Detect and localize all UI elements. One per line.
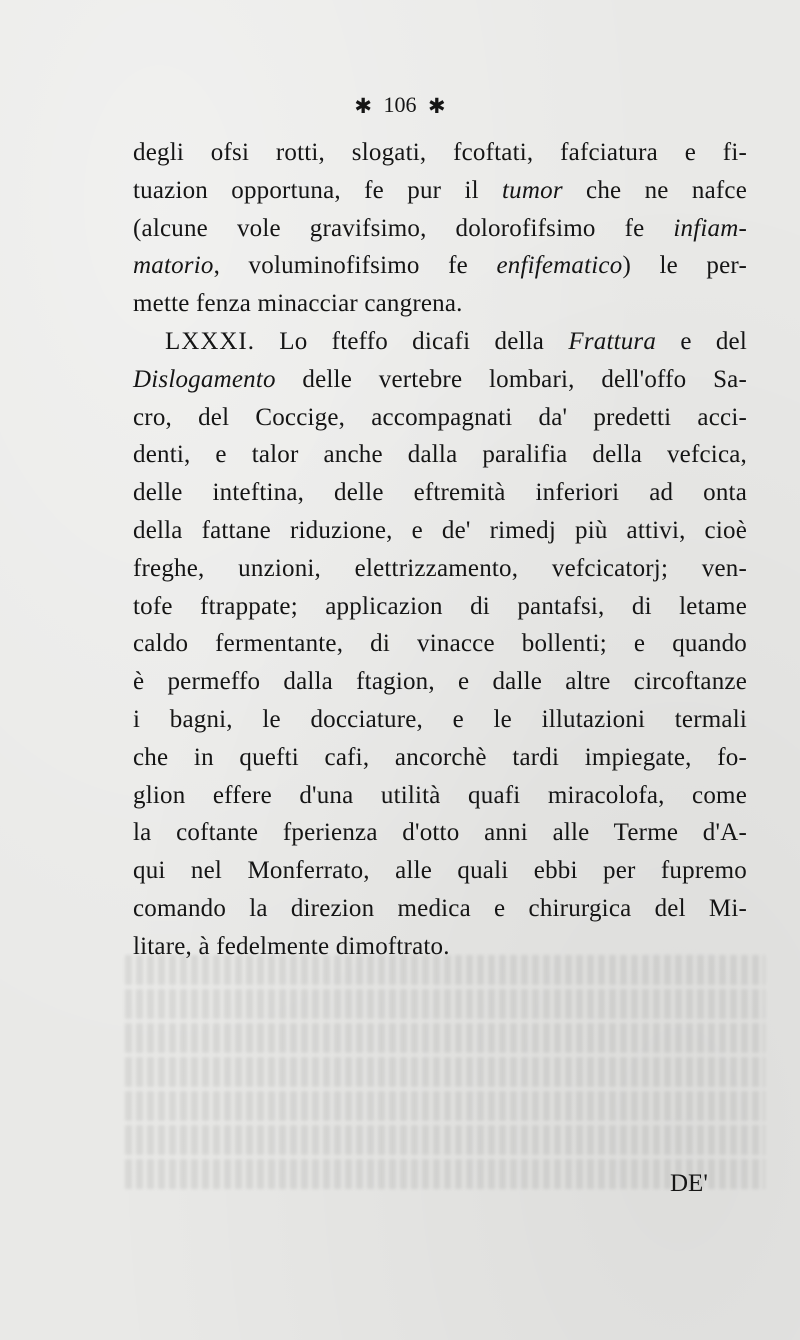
- text-segment: mette fenza minacciar cangrena.: [133, 290, 463, 318]
- text-line: [133, 663, 747, 701]
- text-segment: denti, e talor anche dalla paralifia della vefcica,: [133, 441, 747, 469]
- text-line: [133, 134, 747, 172]
- text-segment: glion effere d'una utilità quafi miracolofa, come: [133, 781, 747, 809]
- text-line: [133, 512, 747, 550]
- text-line: [133, 777, 747, 815]
- text-segment: delle inteftina, delle eftremità inferiori ad onta: [133, 479, 747, 507]
- text-segment: caldo fermentante, di vinacce bollenti; e quando: [133, 630, 747, 658]
- text-segment: comando la direzion medica e chirurgica del Mi-: [133, 894, 747, 922]
- text-line: [133, 361, 747, 399]
- text-segment: i bagni, le docciature, e le illutazioni termali: [133, 705, 747, 733]
- text-segment: delle vertebre lombari, dell'offo Sa-: [275, 365, 747, 393]
- text-line: [133, 247, 747, 285]
- text-segment: cro, del Coccige, accompagnati da' predetti acci-: [133, 403, 747, 431]
- right-ornament-icon: ✱: [428, 94, 446, 118]
- text-segment: tuazion opportuna, fe pur il: [133, 176, 503, 204]
- text-line: [133, 890, 747, 928]
- text-line: [133, 285, 747, 323]
- page-number: 106: [383, 92, 417, 117]
- text-line: [133, 739, 747, 777]
- text-line: [133, 625, 747, 663]
- text-line: [133, 928, 747, 966]
- text-segment: ) le per-: [622, 252, 747, 280]
- text-line: [133, 436, 747, 474]
- text-segment: (alcune vole gravifsimo, dolorofifsimo fe: [133, 214, 674, 242]
- text-segment: freghe, unzioni, elettrizzamento, vefcicatorj; ven-: [133, 554, 747, 582]
- text-segment: la coftante fperienza d'otto anni alle Terme d'A-: [133, 819, 747, 847]
- text-segment: della fattane riduzione, e de' rimedj più attivi, cioè: [133, 516, 747, 544]
- italic-text: Frattura: [568, 327, 657, 355]
- text-line: [133, 323, 747, 361]
- text-line: [133, 852, 747, 890]
- text-line: [133, 210, 747, 248]
- text-line: [133, 814, 747, 852]
- section-number: LXXXI.: [165, 327, 256, 355]
- show-through-text: [125, 955, 765, 1195]
- italic-text: matorio: [133, 252, 214, 280]
- text-segment: che in quefti cafi, ancorchè tardi impiegate, fo-: [133, 743, 747, 771]
- left-ornament-icon: ✱: [354, 94, 372, 118]
- italic-text: tumor: [502, 176, 563, 204]
- text-line: [133, 701, 747, 739]
- text-line: [133, 550, 747, 588]
- italic-text: enfifematico: [496, 252, 623, 280]
- text-line: [133, 474, 747, 512]
- text-segment: Lo fteffo dicafi della: [255, 327, 569, 355]
- text-line: [133, 588, 747, 626]
- text-segment: , voluminofifsimo fe: [213, 252, 497, 280]
- page-header: [0, 91, 800, 119]
- body-text: [133, 134, 747, 966]
- text-segment: degli ofsi rotti, slogati, fcoftati, fafciatura e fi-: [133, 139, 747, 166]
- text-segment: tofe ftrappate; applicazion di pantafsi, di letame: [133, 592, 747, 620]
- catchword: DE': [670, 1170, 708, 1197]
- text-segment: e del: [656, 327, 747, 355]
- italic-text: Dislogamento: [133, 365, 276, 393]
- text-segment: qui nel Monferrato, alle quali ebbi per fupremo: [133, 857, 747, 885]
- text-segment: è permeffo dalla ftagion, e dalle altre circoftanze: [133, 668, 747, 696]
- text-segment: litare, à fedelmente dimoftrato.: [133, 932, 450, 960]
- text-line: [133, 399, 747, 437]
- text-segment: che ne nafce: [562, 176, 747, 204]
- text-line: [133, 172, 747, 210]
- italic-text: infiam-: [673, 214, 747, 242]
